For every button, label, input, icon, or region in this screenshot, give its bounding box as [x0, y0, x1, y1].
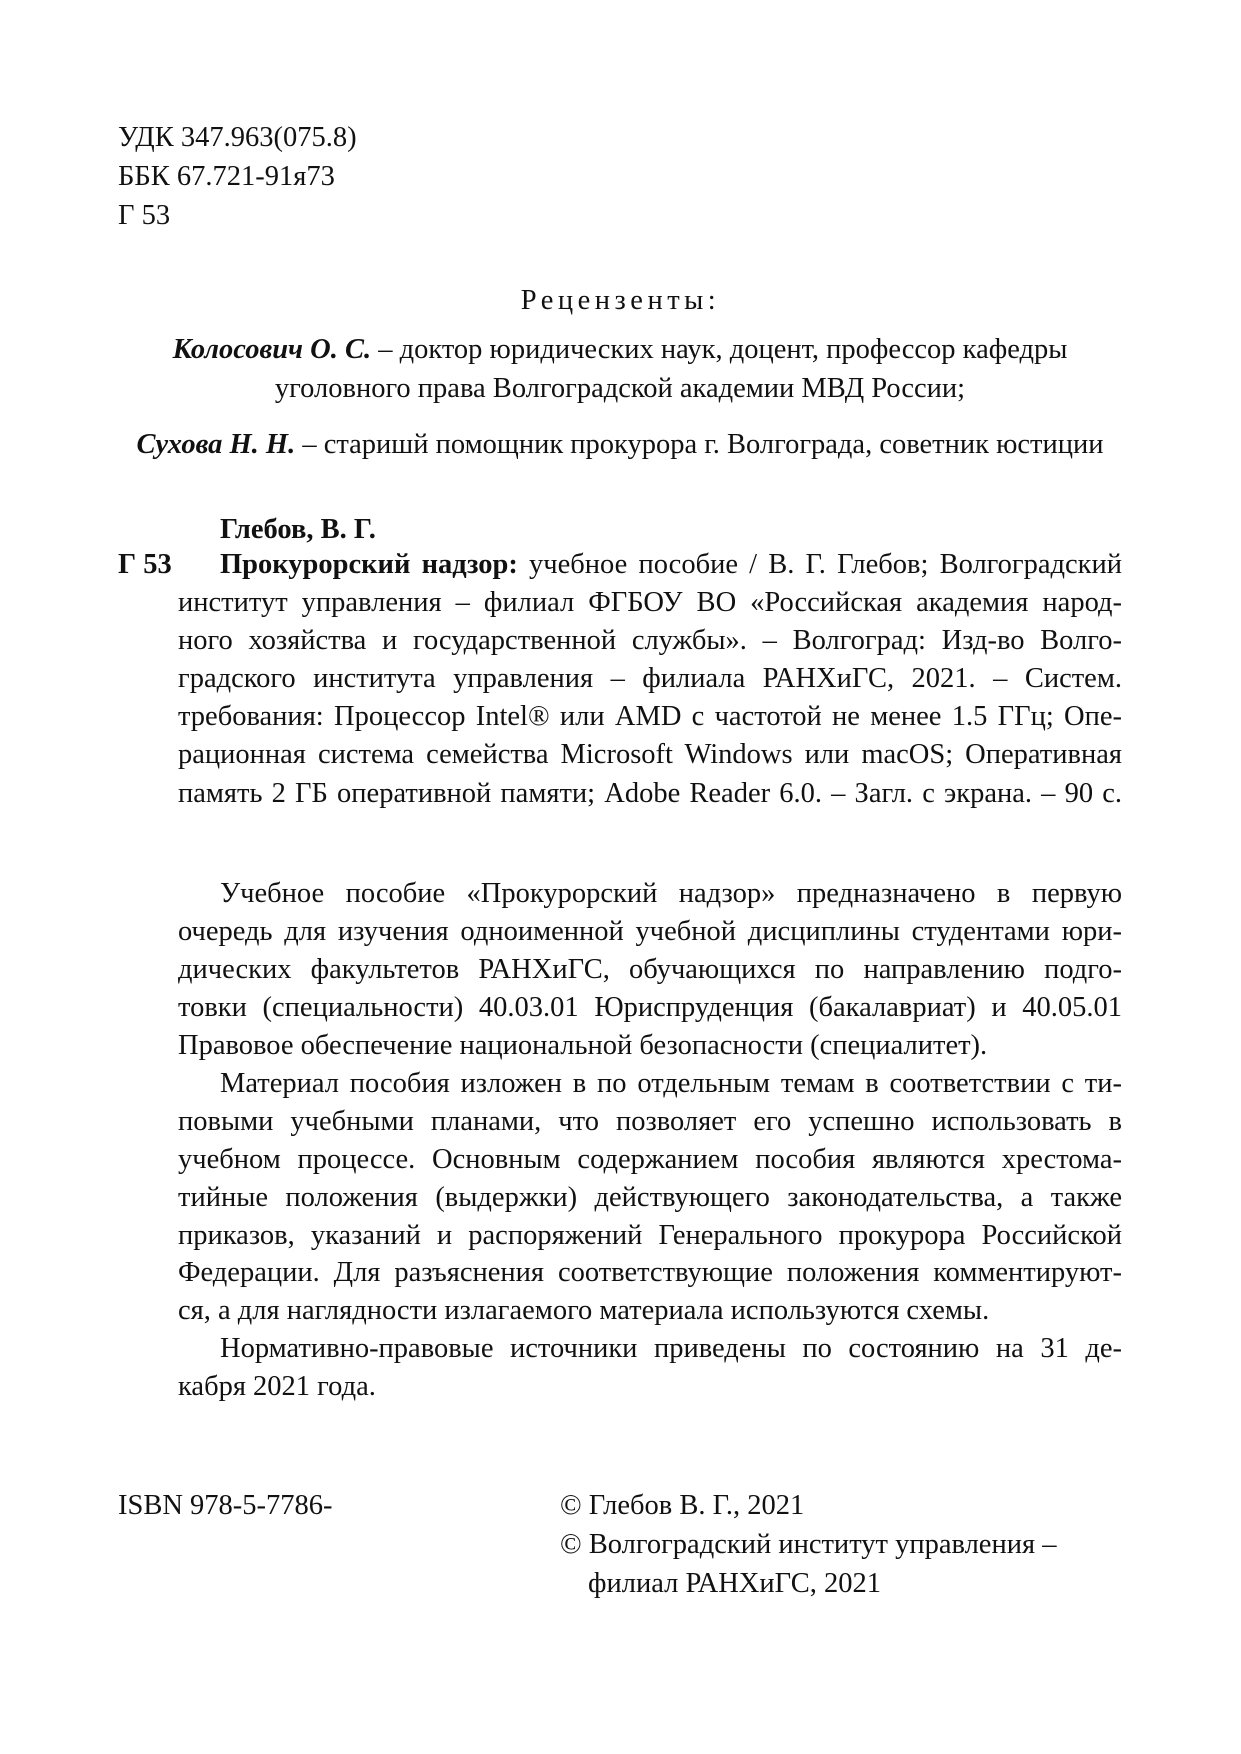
reviewer-2-desc: – старишй помощник прокурора г. Волгограда, советник юстиции — [295, 429, 1104, 460]
reviewer-1-name: Колосович О. С. — [172, 334, 372, 365]
copyright-institute-cont: филиал РАНХиГС, 2021 — [588, 1568, 882, 1599]
text-line: учебном процессе. Основным содержанием пособия являются хрестома- — [178, 1143, 1122, 1175]
text-line: товки (специальности) 40.03.01 Юриспруденция (бакалавриат) и 40.05.01 — [178, 991, 1122, 1023]
text-line: Правовое обеспечение национальной безопасности (специалитет). — [178, 1029, 988, 1061]
text-line: Нормативно-правовые источники приведены по состоянию на 31 де- — [220, 1333, 1122, 1364]
biblio-line-5: требования: Процессор Intel® или AMD с частотой не менее 1.5 ГГц; Опе- — [178, 701, 1122, 733]
reviewer-1 — [118, 330, 1122, 408]
text-line: Учебное пособие «Прокурорский надзор» предназначено в первую — [220, 878, 1122, 909]
isbn: ISBN 978-5-7786- — [118, 1490, 333, 1521]
biblio-author: Глебов, В. Г. — [220, 514, 376, 545]
biblio-line-7: память 2 ГБ оперативной памяти; Adobe Reader 6.0. – Загл. с экрана. – 90 с. — [178, 777, 1122, 809]
text-line: Материал пособия изложен в по отдельным темам в соответствии с ти- — [220, 1068, 1122, 1099]
biblio-code: Г 53 — [118, 549, 172, 580]
text-line: Федерации. Для разъяснения соответствующие положения комментируют- — [178, 1257, 1122, 1289]
reviewer-2 — [118, 425, 1122, 464]
biblio-line-2: институт управления – филиал ФГБОУ ВО «Российская академия народ- — [178, 587, 1122, 619]
copyright-author: © Глебов В. Г., 2021 — [560, 1490, 805, 1521]
biblio-line-3: ного хозяйства и государственной службы». – Волгоград: Изд-во Волго- — [178, 625, 1122, 657]
text-line: приказов, указаний и распоряжений Генерального прокурора Российской — [178, 1219, 1122, 1251]
text-line: очередь для изучения одноименной учебной дисциплины студентами юри- — [178, 915, 1122, 947]
copyright-institute: © Волгоградский институт управления – — [560, 1529, 1057, 1560]
classification-codes — [118, 118, 357, 235]
text-line: тийные положения (выдержки) действующего законодательства, а также — [178, 1181, 1122, 1213]
biblio-line-4: градского института управления – филиала РАНХиГС, 2021. – Систем. — [178, 663, 1122, 695]
reviewers-heading: Рецензенты: — [520, 285, 721, 316]
text-line: дических факультетов РАНХиГС, обучающихся по направлению подго- — [178, 953, 1122, 985]
biblio-title: Прокурорский надзор: — [220, 549, 518, 580]
reviewer-2-name: Сухова Н. Н. — [136, 429, 296, 460]
biblio-line-6: рационная система семейства Microsoft Windows или macOS; Оперативная — [178, 739, 1122, 771]
annotation-paragraph-3 — [178, 1330, 1122, 1406]
text-line: ся, а для наглядности излагаемого материала используются схемы. — [178, 1295, 990, 1327]
text-line: повыми учебными планами, что позволяет его успешно использовать в — [178, 1105, 1122, 1137]
bibliographic-record — [178, 546, 1122, 813]
bbk-code: ББК 67.721-91я73 — [118, 161, 335, 192]
reviewer-1-desc-line1: – доктор юридических наук, доцент, профессор кафедры — [371, 334, 1068, 365]
biblio-line-1: Прокурорский надзор: учебное пособие / В. Г. Глебов; Волгоградский — [220, 549, 1122, 580]
copyright-block — [560, 1486, 1056, 1603]
author-mark: Г 53 — [118, 200, 171, 231]
annotation-paragraph-2 — [178, 1065, 1122, 1330]
text-line: кабря 2021 года. — [178, 1370, 376, 1402]
reviewer-1-desc-line2: уголовного права Волгоградской академии МВД России; — [274, 373, 966, 404]
annotation-paragraph-1 — [178, 875, 1122, 1064]
udk-code: УДК 347.963(075.8) — [118, 122, 357, 153]
